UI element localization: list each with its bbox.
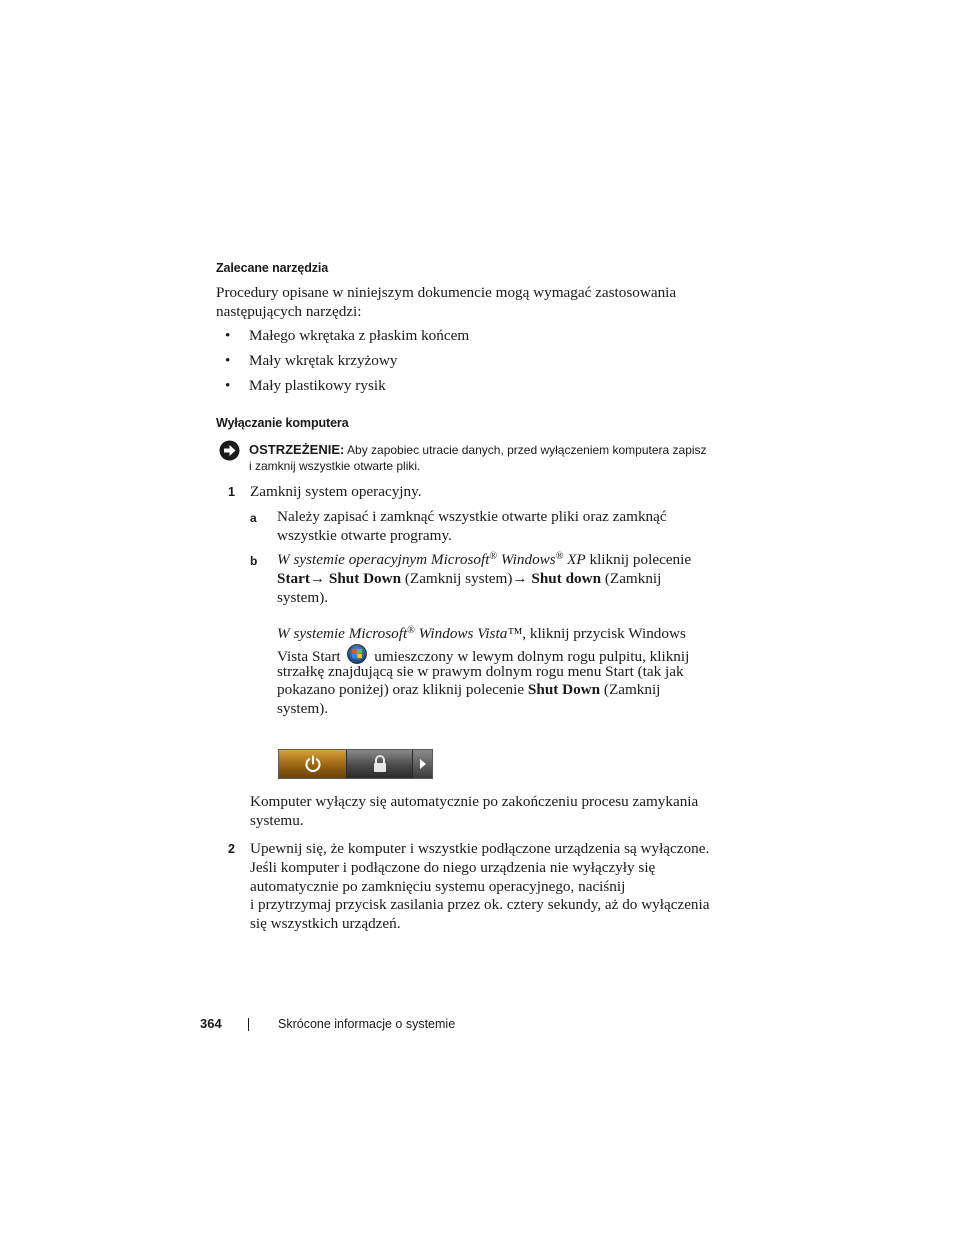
power-button[interactable] (279, 750, 347, 778)
vista-start-label: Vista Start (277, 647, 341, 665)
registered-mark: ® (407, 625, 415, 636)
substep-line (277, 681, 689, 700)
vista-shutdown-buttons (278, 749, 433, 779)
translation: (Zamknij system) (401, 569, 513, 587)
vista-line4-post: (Zamknij (600, 681, 661, 699)
windows-start-orb-icon (346, 644, 368, 662)
step2-text (250, 840, 710, 934)
step-text (250, 483, 422, 502)
section-heading-tools: Zalecane narzędzia (216, 261, 329, 275)
arrow-glyph: → (512, 569, 528, 587)
xp-label: XP (563, 551, 586, 568)
warning-arrow-icon (219, 440, 240, 461)
substep-line (277, 570, 691, 589)
xp-windows: Windows (497, 551, 556, 568)
step-text-line: się wszystkich urządzeń. (250, 915, 401, 933)
footer-divider (248, 1018, 249, 1031)
arrow-right-icon (418, 758, 428, 770)
power-icon (303, 754, 323, 774)
lock-button[interactable] (347, 750, 413, 778)
step-text-line: Jeśli komputer i podłączone do niego urządzenia nie wyłączyły się (250, 858, 656, 876)
warning-line: i zamknij wszystkie otwarte pliki. (249, 459, 421, 473)
vista-rest: , kliknij przycisk Windows (522, 625, 686, 642)
tools-intro (216, 284, 676, 322)
substep-line: system). (277, 588, 329, 606)
substep-line (277, 644, 689, 663)
substep-line: strzałkę znajdującą sie w prawym dolnym rogu menu Start (tak jak (277, 662, 684, 680)
substep-b-xp (277, 551, 691, 607)
arrow-glyph: → (309, 569, 326, 587)
substep-b-vista (277, 625, 689, 719)
registered-mark: ® (489, 551, 498, 562)
translation: (Zamknij (601, 569, 662, 587)
page-number: 364 (200, 1016, 222, 1031)
bullet: • (225, 352, 231, 369)
step-number: 1 (228, 485, 235, 499)
substep-line (277, 625, 689, 644)
bullet: • (225, 377, 231, 394)
vista-line4-pre: pokazano poniżej) oraz kliknij polecenie (277, 681, 528, 699)
warning-label: OSTRZEŻENIE: (249, 442, 345, 457)
vista-prefix: W systemie Microsoft (277, 625, 408, 642)
substep-letter: a (250, 511, 257, 525)
step-text-line: systemu. (250, 811, 304, 829)
menu-shut-down-vista: Shut Down (527, 681, 601, 699)
substep-line: wszystkie otwarte programy. (277, 526, 452, 544)
step1-after-text (250, 793, 698, 831)
step-text-line: i przytrzymaj przycisk zasilania przez ok. cztery sekundy, aż do wyłączenia (250, 896, 710, 914)
warning-line: Aby zapobiec utracie danych, przed wyłączeniem komputera zapisz (347, 443, 707, 457)
tools-intro-line: następujących narzędzi: (216, 302, 362, 320)
tools-intro-line: Procedury opisane w niniejszym dokumencie mogą wymagać zastosowania (216, 284, 677, 301)
xp-rest: kliknij polecenie (585, 551, 692, 568)
warning-text (249, 441, 707, 459)
substep-line: Należy zapisać i zamknąć wszystkie otwarte pliki oraz zamknąć (277, 508, 667, 525)
shutdown-options-arrow-button[interactable] (413, 750, 432, 778)
list-item-text: Mały wkrętak krzyżowy (249, 352, 398, 369)
substep-letter: b (250, 554, 258, 568)
step-text-line: Upewnij się, że komputer i wszystkie podłączone urządzenia są wyłączone. (250, 840, 710, 857)
list-item-text: Małego wkrętaka z płaskim końcem (249, 327, 470, 344)
menu-shut-down: Shut Down (325, 569, 402, 587)
footer-title: Skrócone informacje o systemie (278, 1017, 456, 1031)
list-item-text: Mały plastikowy rysik (249, 377, 386, 394)
section-heading-shutdown: Wyłączanie komputera (216, 416, 349, 430)
menu-shut-down-2: Shut down (527, 569, 602, 587)
step-number: 2 (228, 842, 235, 856)
substep-line: system). (277, 700, 329, 718)
vista-windows: Windows Vista™ (414, 625, 523, 642)
step-text-line: automatycznie po zamknięciu systemu operacyjnego, naciśnij (250, 877, 626, 895)
step-text-line: Zamknij system operacyjny. (250, 483, 422, 500)
substep-line (277, 551, 691, 570)
lock-icon (371, 754, 389, 774)
step-text-line: Komputer wyłączy się automatycznie po zakończeniu procesu zamykania (250, 793, 699, 810)
substep-a-text (277, 508, 667, 546)
xp-prefix: W systemie operacyjnym Microsoft (277, 551, 490, 568)
bullet: • (225, 327, 231, 344)
menu-start: Start (277, 569, 310, 587)
registered-mark: ® (555, 551, 564, 562)
vista-line2-rest: umieszczony w lewym dolnym rogu pulpitu, kliknij (374, 647, 690, 665)
